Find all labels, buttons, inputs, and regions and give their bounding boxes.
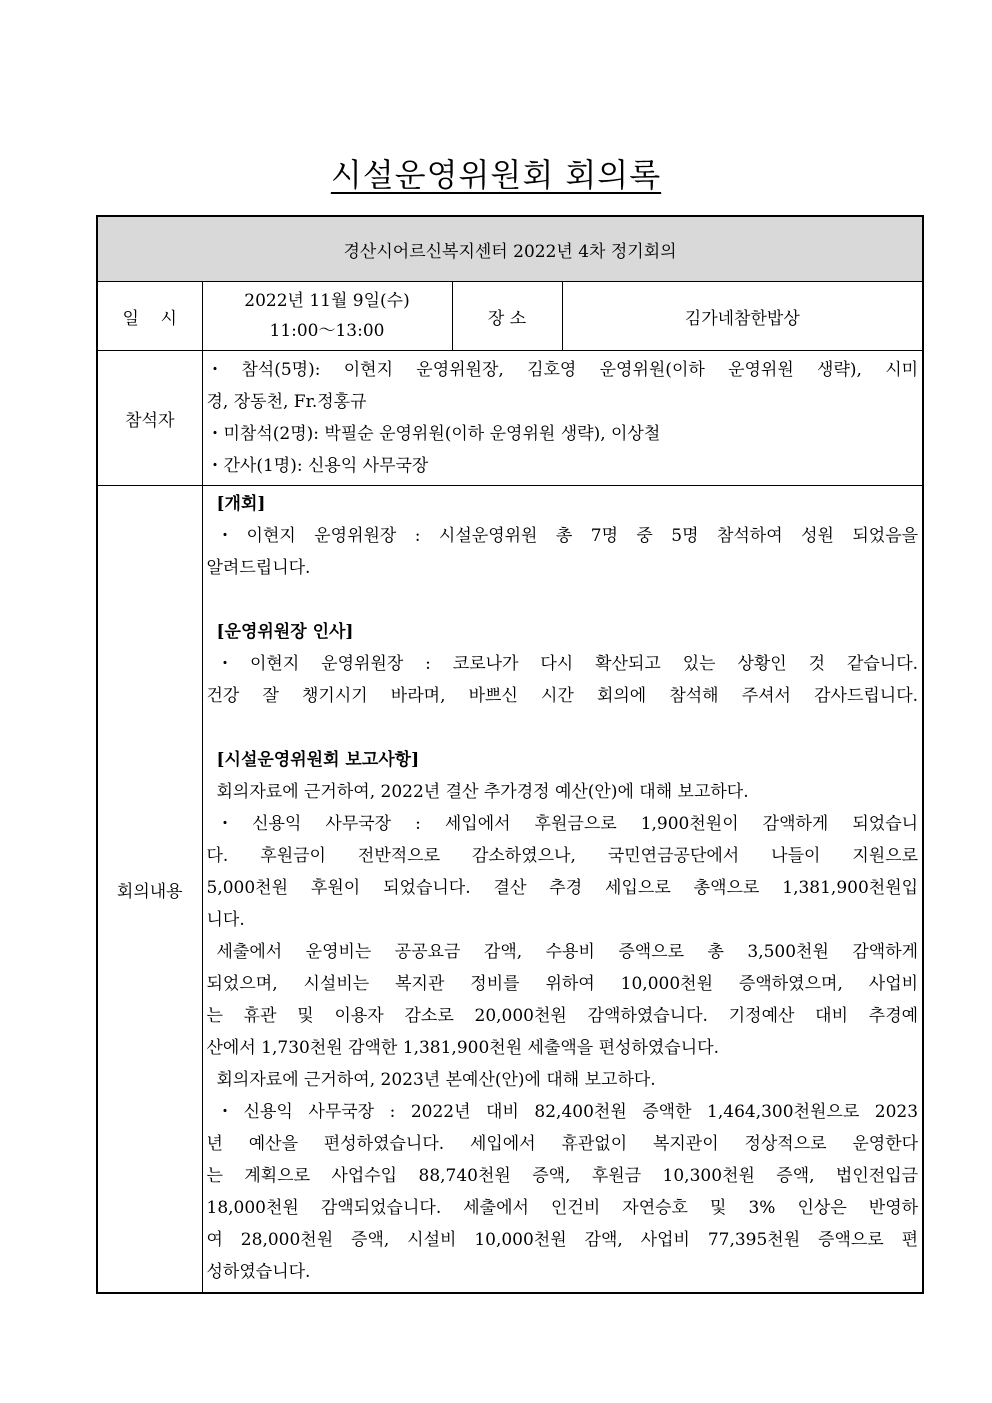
- attendees-line: ・미참석(2명): 박필순 운영위원(이하 운영위원 생략), 이상철: [206, 424, 661, 444]
- spacer: [207, 584, 919, 616]
- section-heading-report: [시설운영위원회 보고사항]: [216, 750, 420, 770]
- attendees-line: ・간사(1명): 신용익 사무국장: [206, 456, 429, 476]
- meeting-name: 경산시어르신복지센터 2022년 4차 정기회의: [97, 216, 923, 282]
- minutes-table: [96, 215, 924, 1294]
- place-label: 장 소: [452, 282, 562, 351]
- content-line: 년 예산을 편성하였습니다. 세입에서 휴관없이 복지관이 정상적으로 운영한다: [206, 1134, 919, 1154]
- content-line: 는 계획으로 사업수입 88,740천원 증액, 후원금 10,300천원 증액, 법인전입금: [206, 1166, 919, 1186]
- attendees-row: [97, 351, 923, 486]
- meeting-header-row: [97, 216, 923, 282]
- attendees-line: 경, 장동천, Fr.정홍규: [206, 392, 367, 412]
- attendees-list: [202, 351, 923, 486]
- content-label: 회의내용: [97, 486, 202, 1294]
- content-line: 알려드립니다.: [206, 558, 311, 578]
- content-line: 세출에서 운영비는 공공요금 감액, 수용비 증액으로 총 3,500천원 감액하게: [216, 942, 919, 962]
- content-line: ・신용익 사무국장 : 2022년 대비 82,400천원 증액한 1,464,300천원으로 2023: [216, 1102, 919, 1122]
- datetime-label-text: 일 시: [122, 308, 177, 329]
- datetime-row: [97, 282, 923, 351]
- content-line: ・신용익 사무국장 : 세입에서 후원금으로 1,900천원이 감액하게 되었습니: [216, 814, 919, 834]
- section-heading-greeting: [운영위원장 인사]: [216, 622, 354, 642]
- content-line: 되었으며, 시설비는 복지관 정비를 위하여 10,000천원 증액하였으며, 사업비: [206, 974, 919, 994]
- content-line: 니다.: [206, 910, 245, 930]
- content-line: 여 28,000천원 증액, 시설비 10,000천원 감액, 사업비 77,395천원 증액으로 편: [206, 1230, 919, 1250]
- place-value: 김가네참한밥상: [562, 282, 923, 351]
- content-line: 5,000천원 후원이 되었습니다. 결산 추경 세입으로 총액으로 1,381,900천원입: [206, 878, 919, 898]
- datetime-value: [202, 282, 452, 351]
- datetime-label: [97, 282, 202, 351]
- content-line: ・이현지 운영위원장 : 시설운영위원 총 7명 중 5명 참석하여 성원 되었음을: [216, 526, 919, 546]
- spacer: [207, 712, 919, 744]
- content-row: [97, 486, 923, 1294]
- content-line: 산에서 1,730천원 감액한 1,381,900천원 세출액을 편성하였습니다.: [206, 1038, 719, 1058]
- content-line: 성하였습니다.: [206, 1262, 311, 1282]
- attendees-label: 참석자: [97, 351, 202, 486]
- content-line: 다. 후원금이 전반적으로 감소하였으나, 국민연금공단에서 나들이 지원으로: [206, 846, 919, 866]
- document-title: [0, 150, 992, 196]
- attendees-line: ・참석(5명): 이현지 운영위원장, 김호영 운영위원(이하 운영위원 생략), 시미: [206, 360, 919, 380]
- content-line: 건강 잘 챙기시기 바라며, 바쁘신 시간 회의에 참석해 주셔서 감사드립니다.: [206, 686, 919, 706]
- content-body: [202, 486, 923, 1294]
- section-heading-opening: [개회]: [216, 494, 266, 514]
- meeting-date: 2022년 11월 9일(수): [244, 291, 410, 311]
- content-line: 는 휴관 및 이용자 감소로 20,000천원 감액하였습니다. 기정예산 대비 추경예: [206, 1006, 919, 1026]
- content-line: 회의자료에 근거하여, 2022년 결산 추가경정 예산(안)에 대해 보고하다.: [216, 782, 749, 802]
- meeting-time: 11:00～13:00: [269, 321, 385, 341]
- content-line: 18,000천원 감액되었습니다. 세출에서 인건비 자연승호 및 3% 인상은 반영하: [206, 1198, 919, 1218]
- content-line: 회의자료에 근거하여, 2023년 본예산(안)에 대해 보고하다.: [216, 1070, 656, 1090]
- document-title-text: 시설운영위원회 회의록: [330, 156, 662, 194]
- content-line: ・이현지 운영위원장 : 코로나가 다시 확산되고 있는 상황인 것 같습니다.: [216, 654, 919, 674]
